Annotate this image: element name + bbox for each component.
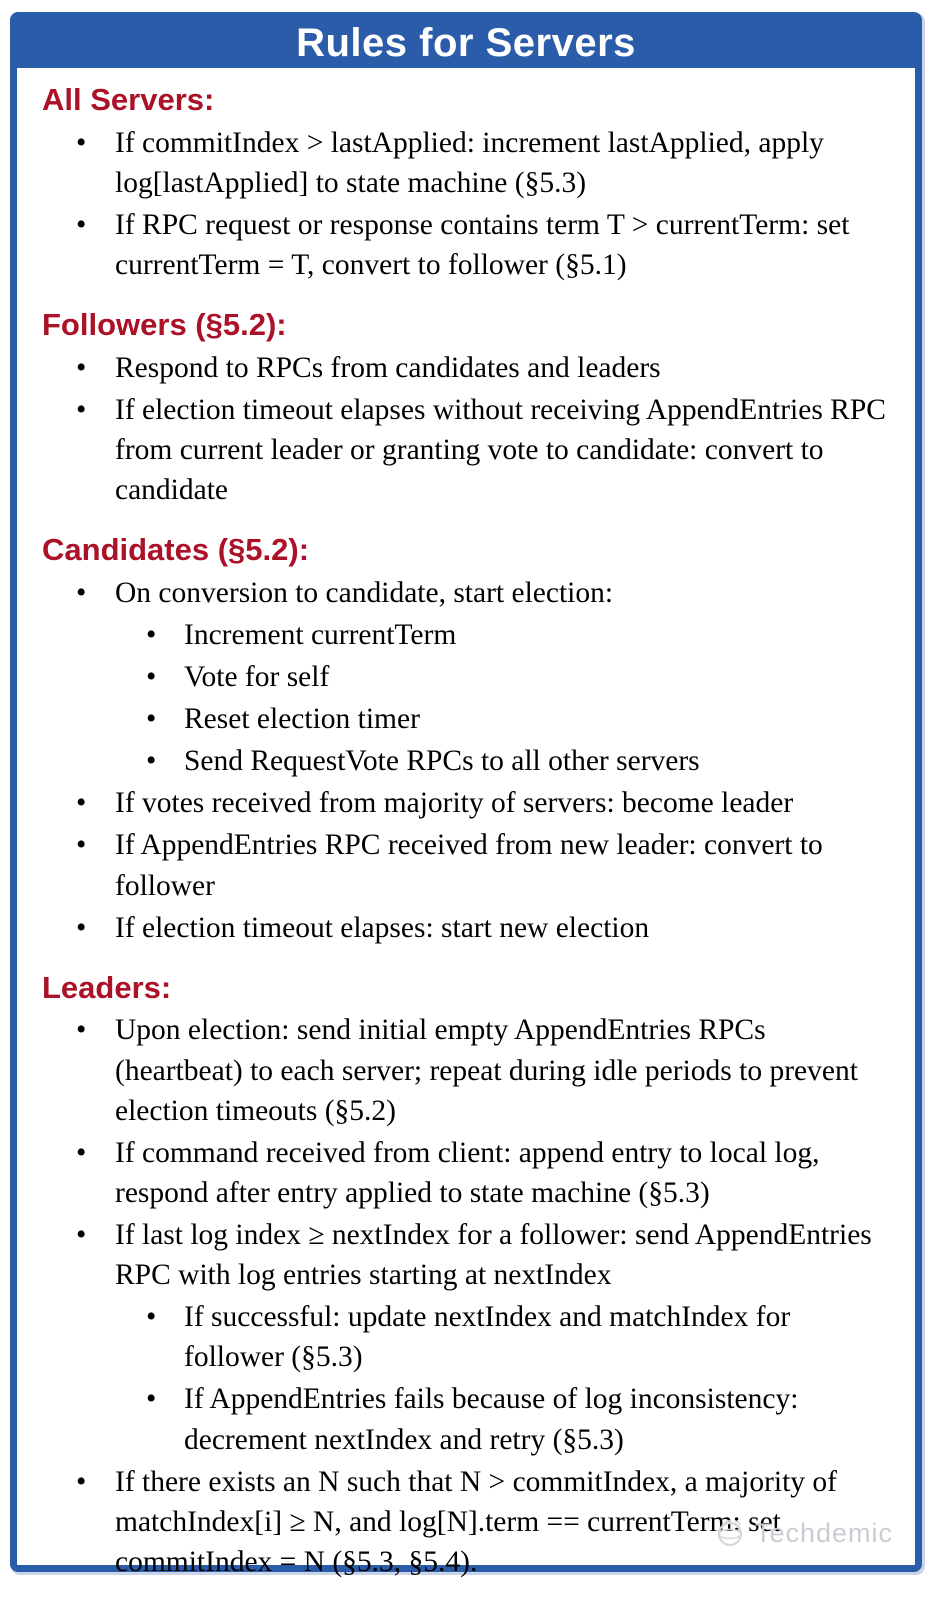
rule-item (42, 573, 891, 613)
sub-rule-text: Reset election timer (184, 703, 420, 736)
bullet-icon: • (76, 911, 87, 944)
sub-rule-item (42, 699, 891, 739)
section-heading: Followers (§5.2): (42, 307, 287, 343)
sub-rule-text: If successful: update nextIndex and matchIndex for follower (§5.3) (184, 1301, 791, 1374)
rule-text: If last log index ≥ nextIndex for a follower: send AppendEntries RPC with log entries starting at nextIndex (115, 1218, 872, 1292)
rule-text: If command received from client: append entry to local log, respond after entry applied to state machine (§5.3) (115, 1136, 820, 1209)
sub-rule-item (42, 1379, 891, 1459)
rule-text: If there exists an N such that N > commitIndex, a majority of matchIndex[i] ≥ N, and log[N].term == currentTerm: set commitIndex = N (§5.3, §5.4). (115, 1465, 837, 1578)
bullet-icon: • (76, 576, 87, 609)
section (42, 307, 891, 510)
bullet-icon: • (146, 618, 157, 651)
sub-rule-item (42, 657, 891, 697)
section (42, 532, 891, 948)
rule-list (42, 123, 891, 285)
rule-item (42, 908, 891, 948)
bullet-icon: • (76, 208, 87, 241)
section-heading: Leaders: (42, 969, 172, 1005)
rule-list (42, 573, 891, 948)
section (42, 970, 891, 1582)
sub-rule-list (42, 1297, 891, 1459)
sub-rule-item (42, 741, 891, 781)
rule-text: If commitIndex > lastApplied: increment lastApplied, apply log[lastApplied] to state machine (§5.3) (115, 126, 824, 199)
bullet-icon: • (146, 703, 157, 736)
bullet-icon: • (146, 1383, 157, 1416)
rule-item (42, 348, 891, 388)
rule-item (42, 1215, 891, 1295)
rule-item (42, 783, 891, 823)
bullet-icon: • (76, 1465, 87, 1498)
section-heading: All Servers: (42, 82, 215, 117)
bullet-icon: • (76, 1218, 87, 1251)
rule-text: Respond to RPCs from candidates and leaders (115, 351, 661, 384)
rule-text: If RPC request or response contains term T > currentTerm: set currentTerm = T, convert to follower (§5.1) (115, 208, 850, 281)
sub-rule-text: Send RequestVote RPCs to all other servers (184, 745, 700, 778)
rule-text: Upon election: send initial empty AppendEntries RPCs (heartbeat) to each server; repeat during idle periods to prevent election timeouts (§5.2) (115, 1014, 858, 1127)
bullet-icon: • (76, 787, 87, 820)
rule-list (42, 348, 891, 510)
sub-rule-item (42, 615, 891, 655)
rules-panel (10, 12, 922, 1578)
sub-rule-text: Increment currentTerm (184, 618, 457, 651)
section (42, 82, 891, 285)
bullet-icon: • (146, 745, 157, 778)
bullet-icon: • (76, 1136, 87, 1169)
bullet-icon: • (146, 661, 157, 694)
rule-item (42, 390, 891, 510)
rule-item (42, 825, 891, 905)
watermark (714, 1517, 893, 1549)
panel-body (17, 68, 915, 1582)
rule-text: If AppendEntries RPC received from new leader: convert to follower (115, 829, 823, 902)
rule-item (42, 1133, 891, 1213)
watermark-label: Techdemic (754, 1517, 893, 1548)
bullet-icon: • (76, 126, 87, 159)
bullet-icon: • (76, 393, 87, 426)
rule-item (42, 205, 891, 285)
rule-item (42, 123, 891, 203)
bullet-icon: • (76, 1014, 87, 1047)
sub-rule-list (42, 615, 891, 781)
section-heading: Candidates (§5.2): (42, 532, 310, 568)
bullet-icon: • (146, 1301, 157, 1334)
sub-rule-text: If AppendEntries fails because of log inconsistency: decrement nextIndex and retry (§5.3) (184, 1383, 799, 1456)
rule-item (42, 1010, 891, 1130)
rule-text: If election timeout elapses without receiving AppendEntries RPC from current leader or granting vote to candidate: convert to candidate (115, 393, 886, 507)
sub-rule-item (42, 1297, 891, 1377)
globe-sketch-icon (714, 1517, 748, 1549)
bullet-icon: • (76, 351, 87, 384)
rule-text: If election timeout elapses: start new election (115, 911, 650, 944)
rule-text: On conversion to candidate, start election: (115, 576, 614, 609)
rule-list (42, 1010, 891, 1582)
bullet-icon: • (76, 829, 87, 862)
sub-rule-text: Vote for self (184, 661, 330, 694)
panel-title: Rules for Servers (16, 18, 916, 68)
rule-text: If votes received from majority of servers: become leader (115, 787, 794, 820)
